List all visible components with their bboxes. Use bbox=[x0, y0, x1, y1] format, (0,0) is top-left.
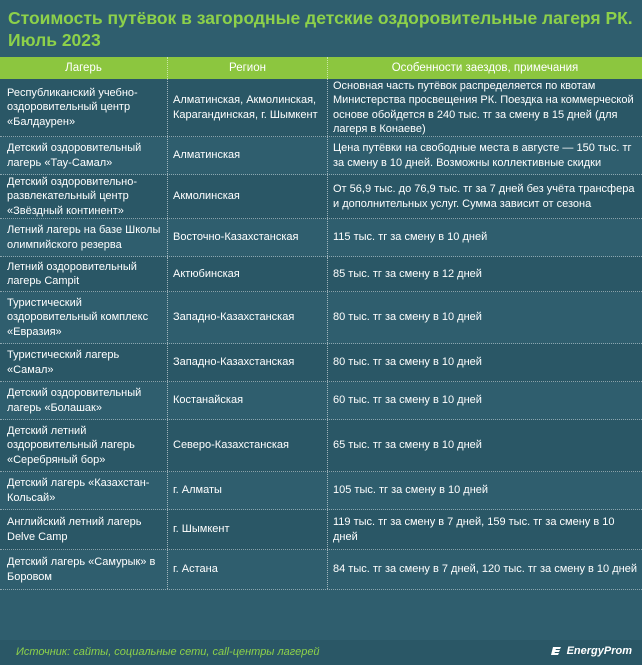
table-row bbox=[0, 344, 642, 382]
notes-cell bbox=[328, 420, 642, 471]
camp-cell-text: Детский лагерь «Самурык» в Боровом bbox=[7, 556, 156, 583]
camp-cell-text: Детский оздоровительный лагерь «Тау-Самал» bbox=[7, 142, 142, 169]
table-row bbox=[0, 219, 642, 257]
camp-cell-text: Детский оздоровительный лагерь «Болашак» bbox=[7, 387, 142, 414]
region-cell bbox=[168, 550, 328, 589]
notes-cell bbox=[328, 510, 642, 549]
camp-cell bbox=[0, 344, 168, 381]
region-cell bbox=[168, 472, 328, 509]
table-row bbox=[0, 550, 642, 590]
camp-cell bbox=[0, 420, 168, 471]
region-cell bbox=[168, 175, 328, 218]
table-row bbox=[0, 472, 642, 510]
region-cell-text: г. Шымкент bbox=[173, 523, 230, 536]
page-title: Стоимость путёвок в загородные детские оздоровительные лагеря РК. Июль 2023 bbox=[8, 8, 633, 50]
notes-cell bbox=[328, 257, 642, 291]
notes-cell-text: 80 тыс. тг за смену в 10 дней bbox=[333, 356, 482, 369]
notes-cell bbox=[328, 550, 642, 589]
camp-cell-text: Детский оздоровительно-развлекательный центр «Звёздный континент» bbox=[7, 175, 138, 217]
camp-cell-text: Туристический оздоровительный комплекс «Евразия» bbox=[7, 296, 149, 338]
region-cell bbox=[168, 382, 328, 419]
notes-cell bbox=[328, 382, 642, 419]
table-row bbox=[0, 382, 642, 420]
camp-cell bbox=[0, 292, 168, 343]
camp-cell bbox=[0, 382, 168, 419]
region-cell bbox=[168, 510, 328, 549]
notes-cell-text: 85 тыс. тг за смену в 12 дней bbox=[333, 267, 482, 280]
column-header-camp: Лагерь bbox=[0, 57, 168, 79]
camp-cell bbox=[0, 472, 168, 509]
table-row bbox=[0, 420, 642, 472]
region-cell-text: г. Астана bbox=[173, 563, 218, 576]
region-cell bbox=[168, 219, 328, 256]
region-cell-text: Костанайская bbox=[173, 394, 244, 407]
camp-cell-text: Летний оздоровительный лагерь Campit bbox=[7, 260, 137, 287]
notes-cell bbox=[328, 137, 642, 174]
camps-table bbox=[0, 57, 642, 590]
region-cell-text: Актюбинская bbox=[173, 267, 240, 280]
region-cell bbox=[168, 420, 328, 471]
notes-cell-text: Цена путёвки на свободные места в августе — 150 тыс. тг за смену в 10 дней. Возможны коллективные скидки bbox=[333, 142, 632, 169]
region-cell-text: Северо-Казахстанская bbox=[173, 439, 289, 452]
region-cell-text: Алматинская, Акмолинская, Карагандинская, г. Шымкент bbox=[173, 94, 318, 121]
notes-cell bbox=[328, 344, 642, 381]
notes-cell-text: 84 тыс. тг за смену в 7 дней, 120 тыс. тг за смену в 10 дней bbox=[333, 563, 637, 576]
camp-cell bbox=[0, 79, 168, 136]
camp-cell bbox=[0, 550, 168, 589]
region-cell bbox=[168, 292, 328, 343]
brand-logo-text: EnergyProm bbox=[566, 645, 632, 657]
notes-cell-text: 65 тыс. тг за смену в 10 дней bbox=[333, 439, 482, 452]
table-header bbox=[0, 57, 642, 79]
region-cell bbox=[168, 344, 328, 381]
camp-cell bbox=[0, 175, 168, 218]
notes-cell bbox=[328, 175, 642, 218]
region-cell bbox=[168, 137, 328, 174]
camp-cell-text: Туристический лагерь «Самал» bbox=[7, 349, 120, 376]
region-cell bbox=[168, 257, 328, 291]
camp-cell bbox=[0, 137, 168, 174]
brand-logo bbox=[550, 645, 632, 657]
region-cell bbox=[168, 79, 328, 136]
notes-cell-text: Основная часть путёвок распределяется по квотам Министерства просвещения РК. Поездка на коммерческой основе обойдется в 240 тыс. тг за смену в 15 дней (для лагеря в Конаеве) bbox=[333, 79, 634, 135]
camp-cell-text: Английский летний лагерь Delve Camp bbox=[7, 516, 142, 543]
table-row bbox=[0, 292, 642, 344]
notes-cell-text: 60 тыс. тг за смену в 10 дней bbox=[333, 394, 482, 407]
column-header-region: Регион bbox=[168, 57, 328, 79]
region-cell-text: Западно-Казахстанская bbox=[173, 356, 295, 369]
energyprom-logo-icon bbox=[550, 645, 564, 657]
table-row bbox=[0, 510, 642, 550]
column-header-notes: Особенности заездов, примечания bbox=[391, 62, 579, 74]
region-cell-text: Западно-Казахстанская bbox=[173, 311, 295, 324]
footer bbox=[0, 640, 642, 665]
region-cell-text: Акмолинская bbox=[173, 190, 240, 203]
camp-cell bbox=[0, 510, 168, 549]
camp-cell-text: Летний лагерь на базе Школы олимпийского резерва bbox=[7, 224, 161, 251]
region-cell-text: Восточно-Казахстанская bbox=[173, 231, 299, 244]
notes-cell bbox=[328, 219, 642, 256]
table-body bbox=[0, 79, 642, 590]
notes-cell-text: 105 тыс. тг за смену в 10 дней bbox=[333, 484, 489, 497]
notes-cell-text: 115 тыс. тг за смену в 10 дней bbox=[333, 231, 488, 244]
camp-cell-text: Детский летний оздоровительный лагерь «Серебряный бор» bbox=[7, 424, 135, 466]
notes-cell bbox=[328, 79, 642, 136]
table-row bbox=[0, 257, 642, 292]
notes-cell bbox=[328, 292, 642, 343]
region-cell-text: г. Алматы bbox=[173, 484, 222, 497]
table-row bbox=[0, 137, 642, 175]
table-row bbox=[0, 79, 642, 137]
source-note: Источник: сайты, социальные сети, call-центры лагерей bbox=[16, 646, 320, 658]
camp-cell-text: Республиканский учебно-оздоровительный центр «Балдаурен» bbox=[7, 86, 138, 128]
notes-cell-text: 80 тыс. тг за смену в 10 дней bbox=[333, 311, 482, 324]
table-row bbox=[0, 175, 642, 219]
notes-cell-text: От 56,9 тыс. до 76,9 тыс. тг за 7 дней без учёта трансфера и дополнительных услуг. Сумма зависит от сезона bbox=[333, 183, 635, 210]
camp-cell-text: Детский лагерь «Казахстан-Кольсай» bbox=[7, 477, 150, 504]
notes-cell bbox=[328, 472, 642, 509]
notes-cell-text: 119 тыс. тг за смену в 7 дней, 159 тыс. тг за смену в 10 дней bbox=[333, 516, 615, 543]
region-cell-text: Алматинская bbox=[173, 149, 241, 162]
camp-cell bbox=[0, 219, 168, 256]
camp-cell bbox=[0, 257, 168, 291]
